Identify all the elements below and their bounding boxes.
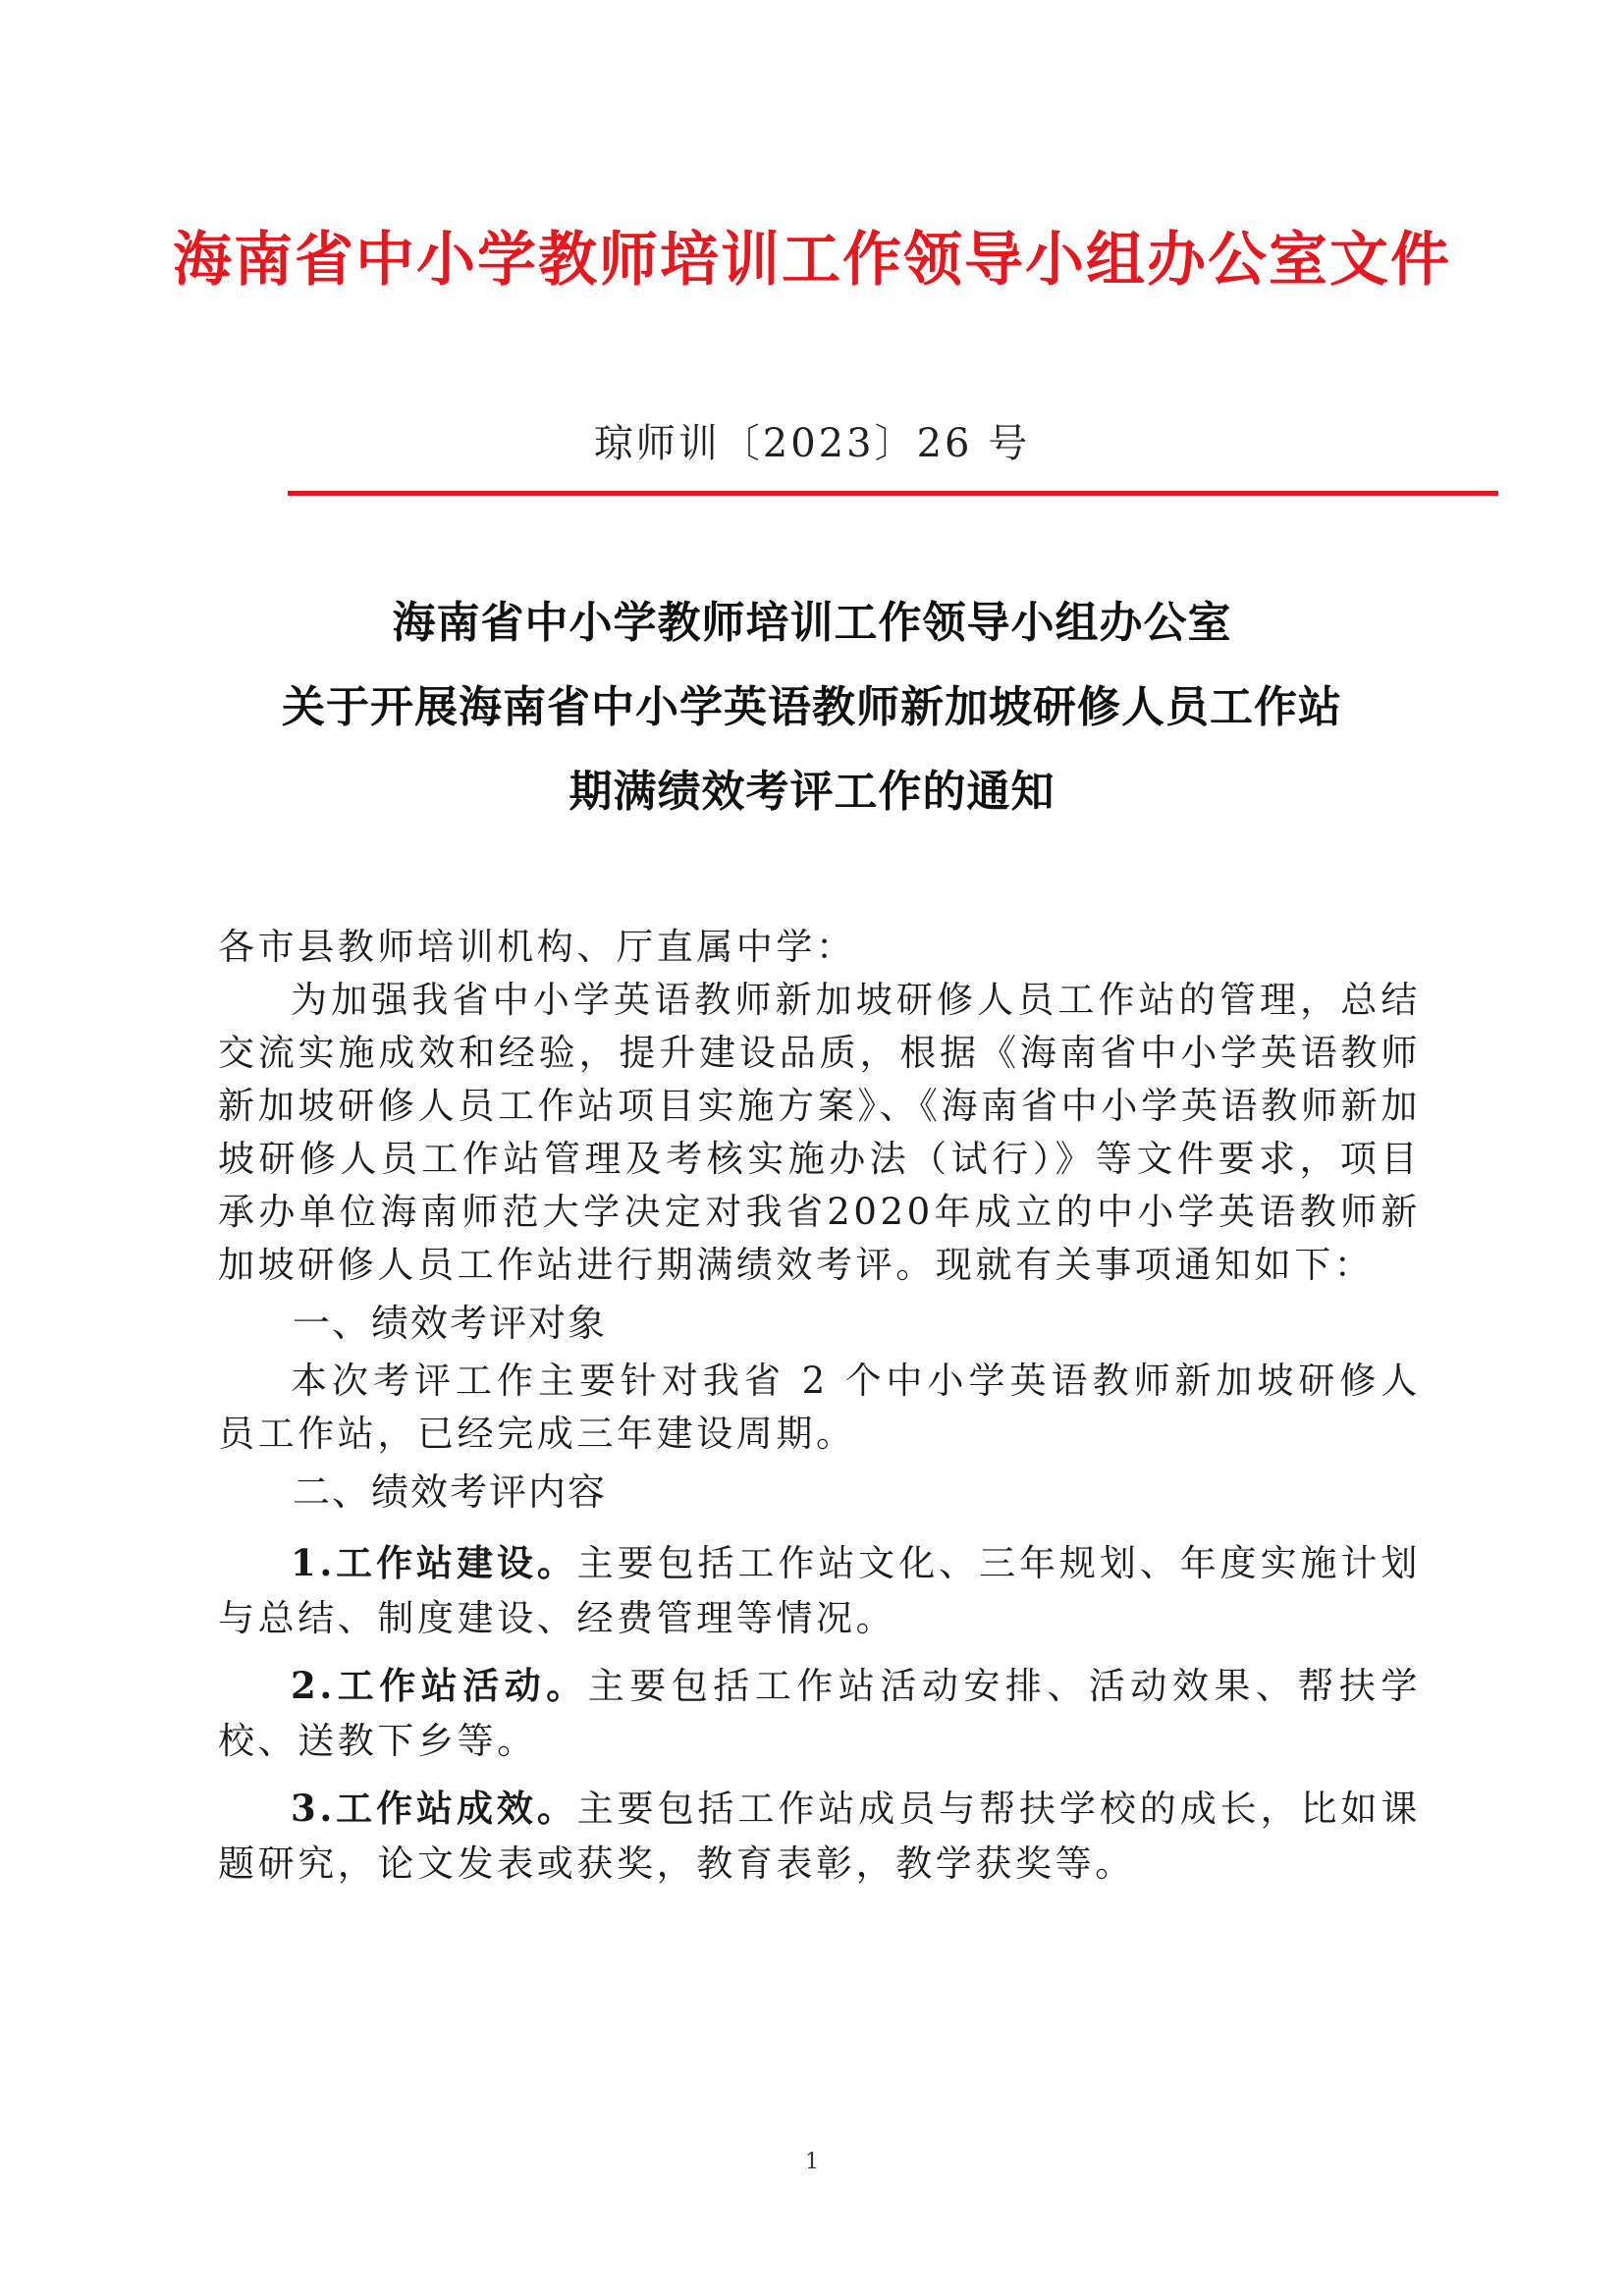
document-number: 琼师训〔2023〕26 号 bbox=[593, 421, 1031, 466]
addressee: 各市县教师培训机构、厅直属中学： bbox=[218, 926, 856, 968]
content-item-lead: 2.工作站活动。 bbox=[291, 1664, 588, 1707]
intro-paragraph: 为加强我省中小学英语教师新加坡研修人员工作站的管理，总结交流实施成效和经验，提升建设品质，根据《海南省中小学英语教师新加坡研修人员工作站项目实施方案》、《海南省中小学英语教师新加坡研修人员工作站管理及考核实施办法（试行）》等文件要求，项目承办单位海南师范大学决定对我省2020年成立的中小学英语教师新加坡研修人员工作站进行期满绩效考评。现就有关事项通知如下： bbox=[218, 979, 1421, 1286]
content-item-text: 主要包括工作站文化、三年规划、年度实施计划与总结、制度建设、经费管理等情况。 bbox=[218, 1542, 1421, 1639]
page-number: 1 bbox=[805, 2150, 819, 2174]
content-item-text: 主要包括工作站成员与帮扶学校的成长，比如课题研究，论文发表或获奖，教育表彰，教学获奖等。 bbox=[218, 1788, 1421, 1885]
title-line-3: 期满绩效考评工作的通知 bbox=[568, 767, 1056, 817]
content-item bbox=[218, 1535, 1421, 1646]
red-divider-line bbox=[288, 491, 1498, 496]
masthead: 海南省中小学教师培训工作领导小组办公室文件 bbox=[173, 226, 1451, 294]
notice-body bbox=[218, 921, 1421, 1892]
title-line-1: 海南省中小学教师培训工作领导小组办公室 bbox=[392, 598, 1232, 648]
content-item-lead: 1.工作站建设。 bbox=[291, 1541, 577, 1584]
section-heading-content: 二、绩效考评内容 bbox=[293, 1470, 608, 1514]
content-item bbox=[218, 1658, 1421, 1769]
section-heading-targets: 一、绩效考评对象 bbox=[293, 1302, 608, 1345]
section-targets-text: 本次考评工作主要针对我省 2 个中小学英语教师新加坡研修人员工作站，已经完成三年建设周期。 bbox=[218, 1360, 1421, 1455]
title-line-2: 关于开展海南省中小学英语教师新加坡研修人员工作站 bbox=[282, 682, 1342, 732]
content-item-text: 主要包括工作站活动安排、活动效果、帮扶学校、送教下乡等。 bbox=[218, 1665, 1421, 1762]
notice-title bbox=[0, 581, 1624, 834]
content-item bbox=[218, 1781, 1421, 1892]
content-item-lead: 3.工作站成效。 bbox=[291, 1787, 577, 1830]
